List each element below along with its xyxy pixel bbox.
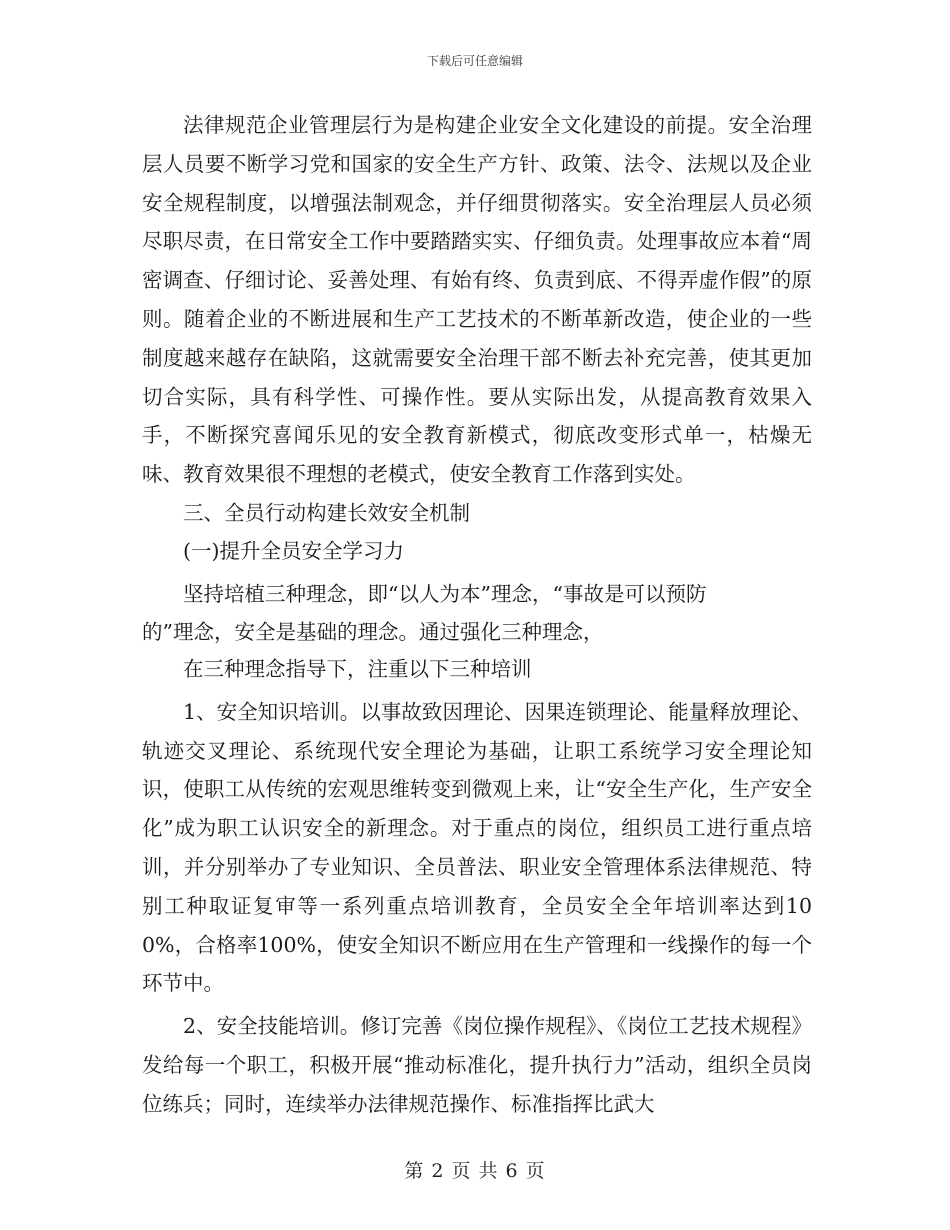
paragraph-safety-skill-training: 2、安全技能培训。修订完善《岗位操作规程》、《岗位工艺技术规程》发给每一个职工，积极开展“推动标准化，提升执行力”活动，组织全员岗位练兵；同时，连续举办法律规范操作、标准指挥比武大	[142, 1014, 812, 1116]
subsection-heading-1: (一)提升全员安全学习力	[183, 538, 404, 563]
paragraph-three-concepts-line2: 的”理念，安全是基础的理念。通过强化三种理念，	[142, 619, 604, 644]
paragraph-legal-norms: 法律规范企业管理层行为是构建企业安全文化建设的前提。安全治理层人员要不断学习党和国家的安全生产方针、政策、法令、法规以及企业安全规程制度，以增强法制观念，并仔细贯彻落实。安全治理层人员必须尽职尽责，在日常安全工作中要踏踏实实、仔细负责。处理事故应本着“周密调查、仔细讨论、妥善处理、有始有终、负责到底、不得弄虚作假”的原则。随着企业的不断进展和生产工艺技术的不断革新改造，使企业的一些制度越来越存在缺陷，这就需要安全治理干部不断去补充完善，使其更加切合实际，具有科学性、可操作性。要从实际出发，从提高教育效果入手，不断探究喜闻乐见的安全教育新模式，彻底改变形式单一，枯燥无味、教育效果很不理想的老模式，使安全教育工作落到实处。	[142, 113, 812, 487]
document-body	[142, 106, 812, 1124]
paragraph-three-trainings: 在三种理念指导下，注重以下三种培训	[183, 657, 532, 682]
paragraph-three-concepts-line1: 坚持培植三种理念，即“以人为本”理念，“事故是可以预防	[183, 581, 707, 606]
paragraph-safety-knowledge-training: 1、安全知识培训。以事故致因理论、因果连锁理论、能量释放理论、轨迹交叉理论、系统现代安全理论为基础，让职工系统学习安全理论知识，使职工从传统的宏观思维转变到微观上来，让“安全生产化，生产安全化”成为职工认识安全的新理念。对于重点的岗位，组织员工进行重点培训，并分别举办了专业知识、全员普法、职业安全管理体系法律规范、特别工种取证复审等一系列重点培训教育，全员安全全年培训率达到100%，合格率100%，使安全知识不断应用在生产管理和一线操作的每一个环节中。	[142, 699, 812, 996]
page-number-footer: 第 2 页 共 6 页	[404, 1160, 546, 1182]
section-heading-3: 三、全员行动构建长效安全机制	[183, 500, 470, 525]
header-note: 下载后可任意编辑	[426, 54, 523, 68]
